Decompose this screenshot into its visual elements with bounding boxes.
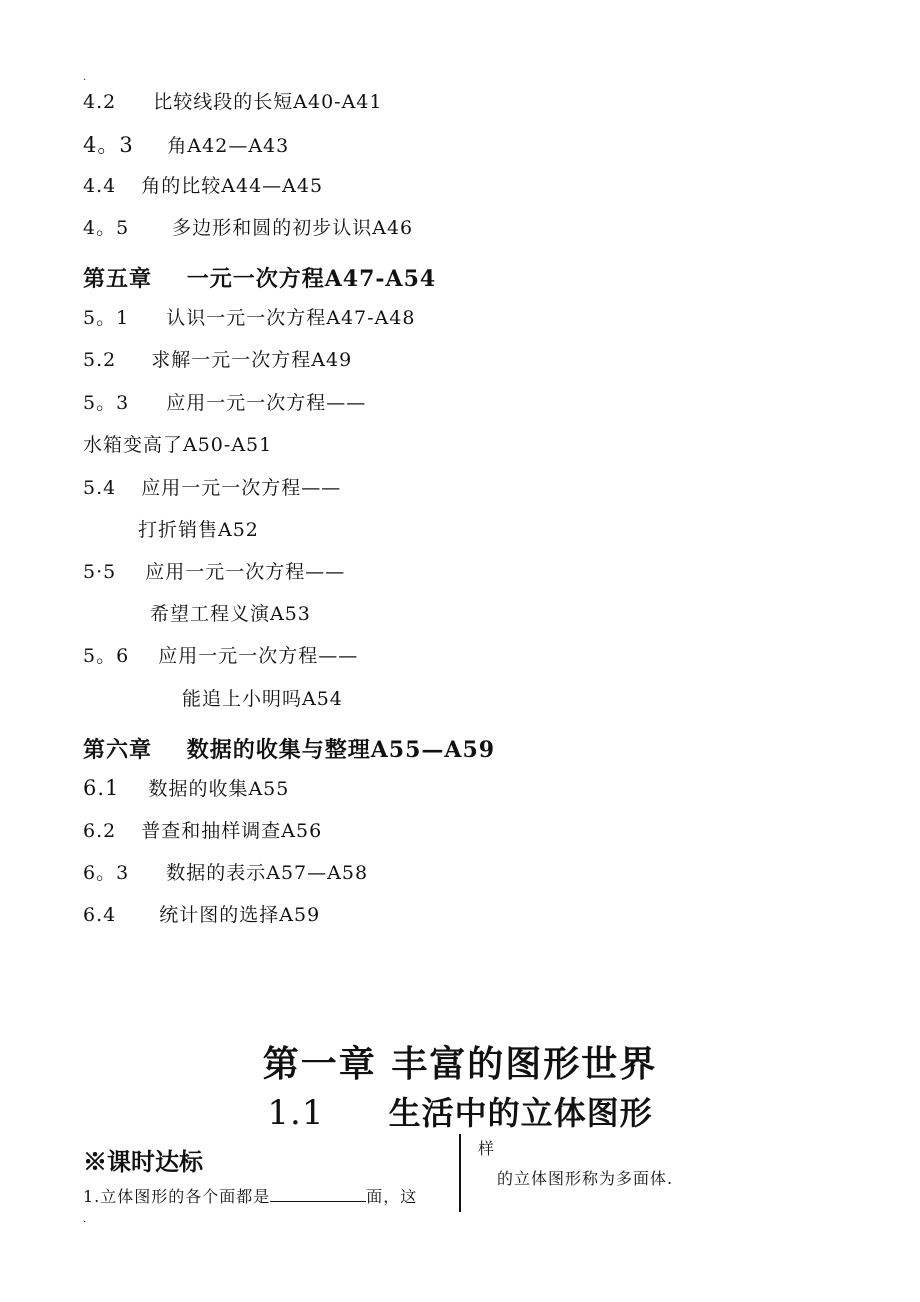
toc-item-title: 应用一元一次方程——: [145, 561, 346, 583]
toc-item-number: 5.2: [83, 349, 117, 371]
toc-item-title: 角A42—A43: [167, 135, 290, 157]
lesson-heading: ※课时达标: [83, 1147, 203, 1176]
toc-item-number: 5·5: [83, 561, 117, 583]
toc-chapter-heading: [83, 262, 436, 293]
toc-item-title: 应用一元一次方程——: [158, 645, 359, 667]
top-mark: .: [83, 72, 87, 83]
question-1-continued-top: 样: [478, 1139, 496, 1158]
toc-item-continuation: 能追上小明吗A54: [182, 688, 343, 710]
chapter-title: 第一章 丰富的图形世界: [262, 1043, 658, 1085]
question-1-continued: 的立体图形称为多面体.: [497, 1169, 674, 1188]
toc-item-title: 求解一元一次方程A49: [151, 349, 353, 371]
toc-item-title: 比较线段的长短A40-A41: [153, 91, 383, 113]
toc-chapter-title: 数据的收集与整理A55—A59: [186, 737, 496, 763]
toc-chapter-number: 第六章: [83, 737, 153, 763]
toc-item-number: 4.4: [83, 175, 117, 197]
toc-item-number: 5。3: [83, 392, 130, 414]
toc-item: [83, 345, 352, 372]
toc-item-number: 5.4: [83, 477, 117, 499]
toc-item-continuation: 希望工程义演A53: [150, 603, 311, 625]
toc-item-title: 普查和抽样调查A56: [141, 820, 323, 842]
toc-item-title: 数据的表示A57—A58: [166, 862, 369, 884]
toc-item: [83, 213, 413, 240]
question-1-text-cont: 面，这: [366, 1187, 418, 1206]
section-name: 生活中的立体图形: [388, 1094, 653, 1132]
toc-item-number: 6.1: [83, 776, 120, 800]
question-1: [83, 1184, 417, 1207]
section-title: [0, 1088, 920, 1134]
toc-item: [83, 473, 341, 500]
column-divider: [459, 1134, 461, 1212]
toc-item: [83, 816, 322, 843]
section-number: 1.1: [267, 1093, 325, 1133]
toc-item-title: 角的比较A44—A45: [141, 175, 324, 197]
toc-item: [83, 171, 323, 198]
toc-item: [83, 900, 320, 927]
toc-item-number: 6。3: [83, 862, 130, 884]
toc-item-number: 6.2: [83, 820, 117, 842]
toc-item-title: 认识一元一次方程A47-A48: [166, 307, 416, 329]
toc-item: [83, 388, 366, 415]
toc-chapter-heading: [83, 733, 495, 764]
bottom-mark: .: [83, 1214, 87, 1225]
toc-item-title: 应用一元一次方程——: [141, 477, 342, 499]
toc-item-number: 5。6: [83, 645, 130, 667]
toc-item-title: 统计图的选择A59: [159, 904, 321, 926]
answer-blank: [270, 1187, 366, 1202]
toc-item-title: 数据的收集A55: [148, 778, 290, 800]
toc-chapter-title: 一元一次方程A47-A54: [186, 266, 437, 292]
toc-item-title: 应用一元一次方程——: [166, 392, 367, 414]
toc-item-number: 4.2: [83, 91, 117, 113]
toc-item-title: 多边形和圆的初步认识A46: [172, 217, 414, 239]
toc-item: [83, 129, 289, 159]
question-1-text: 1.立体图形的各个面都是: [83, 1187, 271, 1206]
toc-item: [83, 557, 345, 584]
toc-item-continuation: 打折销售A52: [138, 519, 259, 541]
toc-item: [83, 303, 415, 330]
toc-chapter-number: 第五章: [83, 266, 153, 292]
toc-item: [83, 774, 289, 801]
toc-item-number: 4。5: [83, 217, 130, 239]
toc-item: [83, 87, 382, 114]
toc-item: [83, 858, 368, 885]
toc-item: [83, 641, 358, 668]
toc-item-continuation: 水箱变高了A50-A51: [83, 434, 273, 456]
toc-item-number: 5。1: [83, 307, 130, 329]
toc-item-number: 6.4: [83, 904, 117, 926]
toc-item-number: 4。3: [83, 133, 134, 157]
